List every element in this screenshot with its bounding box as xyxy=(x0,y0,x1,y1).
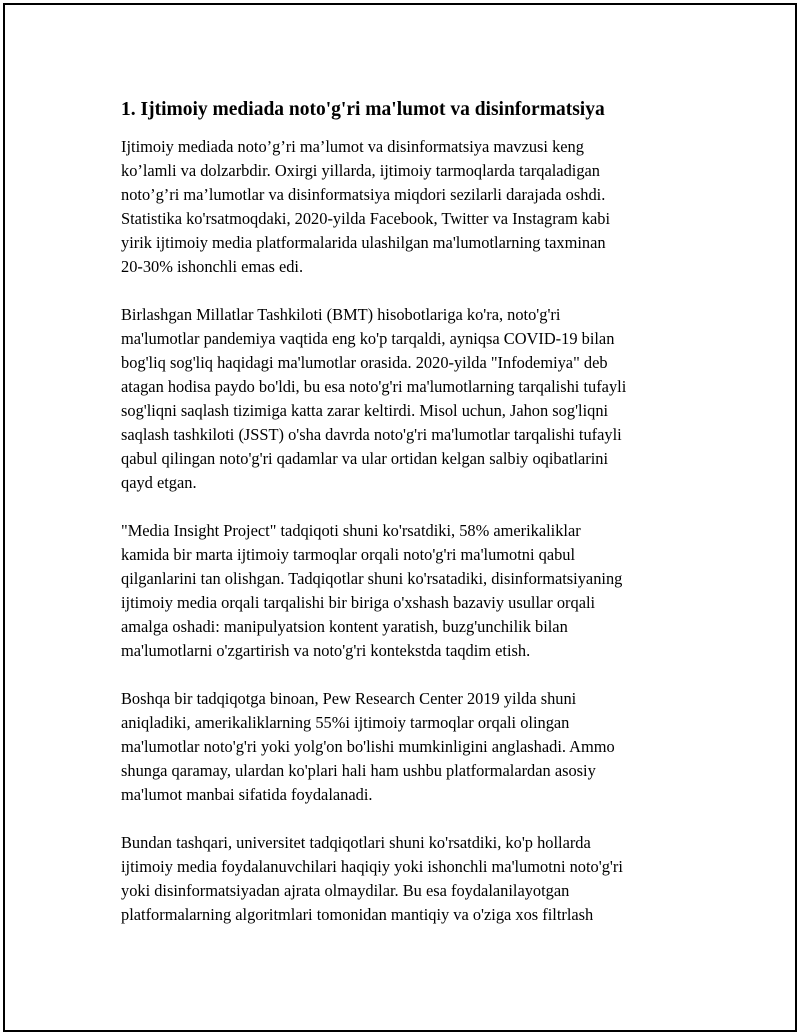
text-line: qayd etgan. xyxy=(121,473,197,492)
text-line: Boshqa bir tadqiqotga binoan, Pew Research Center 2019 yilda shuni xyxy=(121,689,577,708)
text-line: ko’lamli va dolzarbdir. Oxirgi yillarda, ijtimoiy tarmoqlarda tarqaladigan xyxy=(121,161,600,180)
section-heading: 1. Ijtimoiy mediada noto'g'ri ma'lumot va disinformatsiya xyxy=(121,99,605,120)
paragraph xyxy=(121,135,711,279)
text-line: yirik ijtimoiy media platformalarida ulashilgan ma'lumotlarning taxminan xyxy=(121,233,606,252)
text-line: "Media Insight Project" tadqiqoti shuni ko'rsatdiki, 58% amerikaliklar xyxy=(121,521,581,540)
document-page xyxy=(3,3,797,1032)
paragraph xyxy=(121,519,711,663)
text-line: sog'liqni saqlash tizimiga katta zarar keltirdi. Misol uchun, Jahon sog'liqni xyxy=(121,401,609,420)
text-line: yoki disinformatsiyadan ajrata olmaydilar. Bu esa foydalanilayotgan xyxy=(121,881,570,900)
text-line: atagan hodisa paydo bo'ldi, bu esa noto'g'ri ma'lumotlarning tarqalishi tufayli xyxy=(121,377,627,396)
text-line: amalga oshadi: manipulyatsion kontent yaratish, buzg'unchilik bilan xyxy=(121,617,568,636)
paragraph xyxy=(121,303,711,495)
text-line: ma'lumotlar noto'g'ri yoki yolg'on bo'lishi mumkinligini anglashadi. Ammo xyxy=(121,737,615,756)
text-line: noto’g’ri ma’lumotlar va disinformatsiya miqdori sezilarli darajada oshdi. xyxy=(121,185,606,204)
text-line: Bundan tashqari, universitet tadqiqotlari shuni ko'rsatdiki, ko'p hollarda xyxy=(121,833,591,852)
paragraph xyxy=(121,687,711,807)
text-line: shunga qaramay, ulardan ko'plari hali ham ushbu platformalardan asosiy xyxy=(121,761,596,780)
text-line: ijtimoiy media foydalanuvchilari haqiqiy yoki ishonchli ma'lumotni noto'g'ri xyxy=(121,857,623,876)
text-line: Ijtimoiy mediada noto’g’ri ma’lumot va disinformatsiya mavzusi keng xyxy=(121,137,584,156)
text-line: ijtimoiy media orqali tarqalishi bir biriga o'xshash bazaviy usullar orqali xyxy=(121,593,596,612)
text-line: ma'lumotlar pandemiya vaqtida eng ko'p tarqaldi, ayniqsa COVID-19 bilan xyxy=(121,329,615,348)
text-line: qabul qilingan noto'g'ri qadamlar va ular ortidan kelgan salbiy oqibatlarini xyxy=(121,449,609,468)
text-line: bog'liq sog'liq haqidagi ma'lumotlar orasida. 2020-yilda "Infodemiya" deb xyxy=(121,353,608,372)
text-line: Statistika ko'rsatmoqdaki, 2020-yilda Facebook, Twitter va Instagram kabi xyxy=(121,209,611,228)
text-line: 20-30% ishonchli emas edi. xyxy=(121,257,304,276)
text-line: aniqladiki, amerikaliklarning 55%i ijtimoiy tarmoqlar orqali olingan xyxy=(121,713,570,732)
text-line: qilganlarini tan olishgan. Tadqiqotlar shuni ko'rsatadiki, disinformatsiyaning xyxy=(121,569,623,588)
paragraph xyxy=(121,831,711,927)
text-line: platformalarning algoritmlari tomonidan mantiqiy va o'ziga xos filtrlash xyxy=(121,905,594,924)
document-content xyxy=(121,97,711,951)
text-line: ma'lumot manbai sifatida foydalanadi. xyxy=(121,785,373,804)
text-line: ma'lumotlarni o'zgartirish va noto'g'ri kontekstda taqdim etish. xyxy=(121,641,531,660)
text-line: Birlashgan Millatlar Tashkiloti (BMT) hisobotlariga ko'ra, noto'g'ri xyxy=(121,305,561,324)
text-line: kamida bir marta ijtimoiy tarmoqlar orqali noto'g'ri ma'lumotni qabul xyxy=(121,545,576,564)
text-line: saqlash tashkiloti (JSST) o'sha davrda noto'g'ri ma'lumotlar tarqalishi tufayli xyxy=(121,425,622,444)
